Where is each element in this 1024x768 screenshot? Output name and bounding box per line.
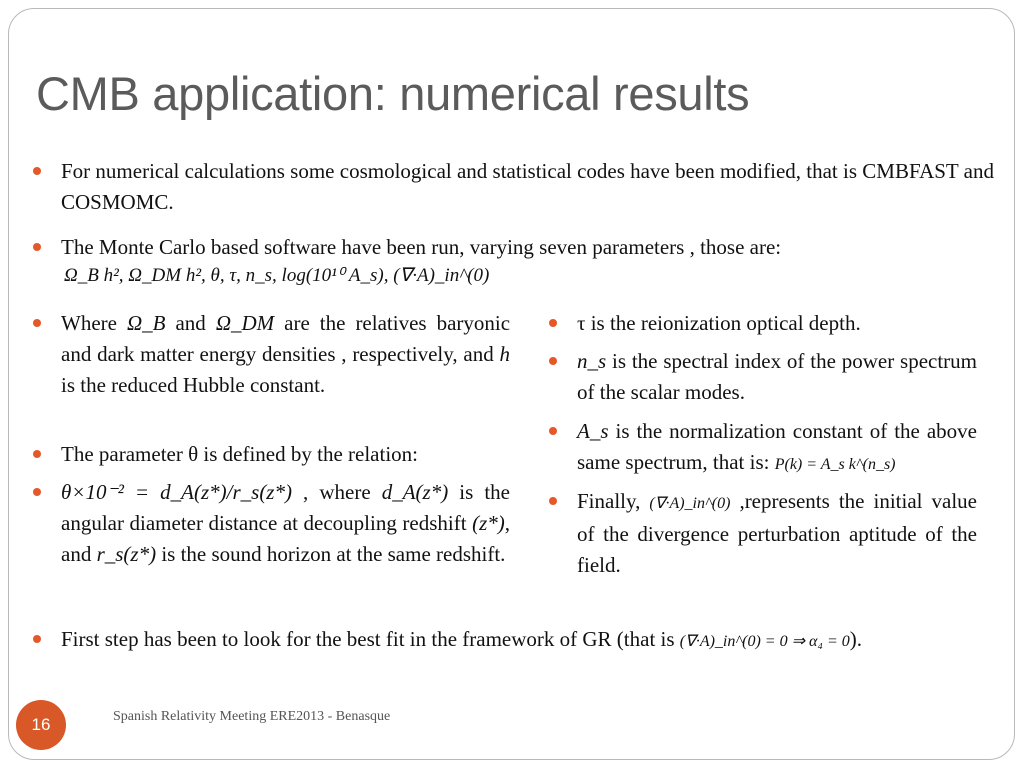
symbol-omega-dm: Ω_DM bbox=[215, 311, 275, 335]
bullet-marker bbox=[33, 450, 41, 458]
text-hubble: is the reduced Hubble constant. bbox=[61, 373, 326, 397]
text-spectral-index: is the spectral index of the power spectrum of the scalar modes. bbox=[577, 349, 978, 404]
bullet-marker bbox=[33, 167, 41, 175]
page-number: 16 bbox=[31, 715, 51, 734]
bullet-text: The Monte Carlo based software have been run, varying seven parameters , those are: bbox=[61, 235, 782, 259]
symbol-zstar: (z*) bbox=[472, 511, 505, 535]
footer-text: Spanish Relativity Meeting ERE2013 - Benasque bbox=[113, 709, 391, 724]
bullet-marker bbox=[33, 319, 41, 327]
symbol-ns: n_s bbox=[577, 349, 607, 373]
power-spectrum-formula: P(k) = A_s k^(n_s) bbox=[774, 456, 896, 473]
bullet-marker bbox=[33, 243, 41, 251]
bullet-angular-diameter bbox=[61, 477, 510, 570]
slide-title: CMB application: numerical results bbox=[36, 67, 750, 120]
parameter-list-formula bbox=[64, 262, 489, 290]
symbol-as: A_s bbox=[577, 419, 609, 443]
text-theta: The parameter θ is defined by the relation: bbox=[61, 442, 418, 466]
text-finally: Finally, bbox=[577, 489, 641, 513]
bullet-marker bbox=[549, 497, 557, 505]
text-divergence: ,represents the initial value of the divergence perturbation aptitude of the field. bbox=[577, 489, 978, 577]
bullet-marker bbox=[33, 488, 41, 496]
text-best-fit: First step has been to look for the best fit in the framework of GR (that is bbox=[61, 627, 675, 651]
bullet-text: For numerical calculations some cosmological and statistical codes have been modified, that is CMBFAST and COSMOMC. bbox=[61, 159, 994, 214]
text-tau: τ is the reionization optical depth. bbox=[577, 311, 861, 335]
text-and: and bbox=[175, 311, 206, 335]
gr-condition-formula: (∇·A)_in^(0) = 0 ⇒ α₄ = 0 bbox=[679, 633, 850, 650]
theta-formula: θ×10⁻² = d_A(z*)/r_s(z*) bbox=[61, 480, 292, 504]
divergence-formula: (∇·A)_in^(0) bbox=[649, 495, 731, 512]
bullet-marker bbox=[549, 319, 557, 327]
text-sound-horizon: is the sound horizon at the same redshift. bbox=[161, 542, 506, 566]
text-and: , and bbox=[61, 511, 510, 566]
text-angular-distance: is the angular diameter distance at decoupling redshift bbox=[61, 480, 510, 535]
text-omega-description: are the relatives baryonic and dark matter energy densities , respectively, and bbox=[61, 311, 511, 366]
symbol-da: d_A(z*) bbox=[381, 480, 449, 504]
symbol-omega-b: Ω_B bbox=[126, 311, 166, 335]
bullet-divergence bbox=[577, 486, 977, 581]
bullet-marker bbox=[549, 427, 557, 435]
bullet-marker bbox=[33, 635, 41, 643]
bullet-normalization bbox=[577, 416, 977, 480]
text-where: , where bbox=[303, 480, 371, 504]
symbol-rs: r_s(z*) bbox=[96, 542, 157, 566]
bullet-best-fit bbox=[61, 624, 1021, 657]
symbol-h: h bbox=[499, 342, 510, 366]
text-close: ). bbox=[849, 627, 862, 651]
text-where: Where bbox=[61, 311, 117, 335]
bullet-spectral-index bbox=[577, 346, 977, 408]
parameter-list-text: Ω_B h², Ω_DM h², θ, τ, n_s, log(10¹⁰ A_s), (∇·A)_in^(0) bbox=[64, 265, 490, 286]
bullet-codes-modified bbox=[61, 156, 1006, 218]
bullet-theta-parameter bbox=[61, 439, 510, 470]
page-number-badge bbox=[16, 700, 66, 750]
bullet-monte-carlo bbox=[61, 232, 1006, 263]
bullet-tau bbox=[577, 308, 977, 339]
text-normalization: is the normalization constant of the above same spectrum, that is: bbox=[577, 419, 977, 474]
bullet-marker bbox=[549, 357, 557, 365]
bullet-omega-definition bbox=[61, 308, 510, 401]
